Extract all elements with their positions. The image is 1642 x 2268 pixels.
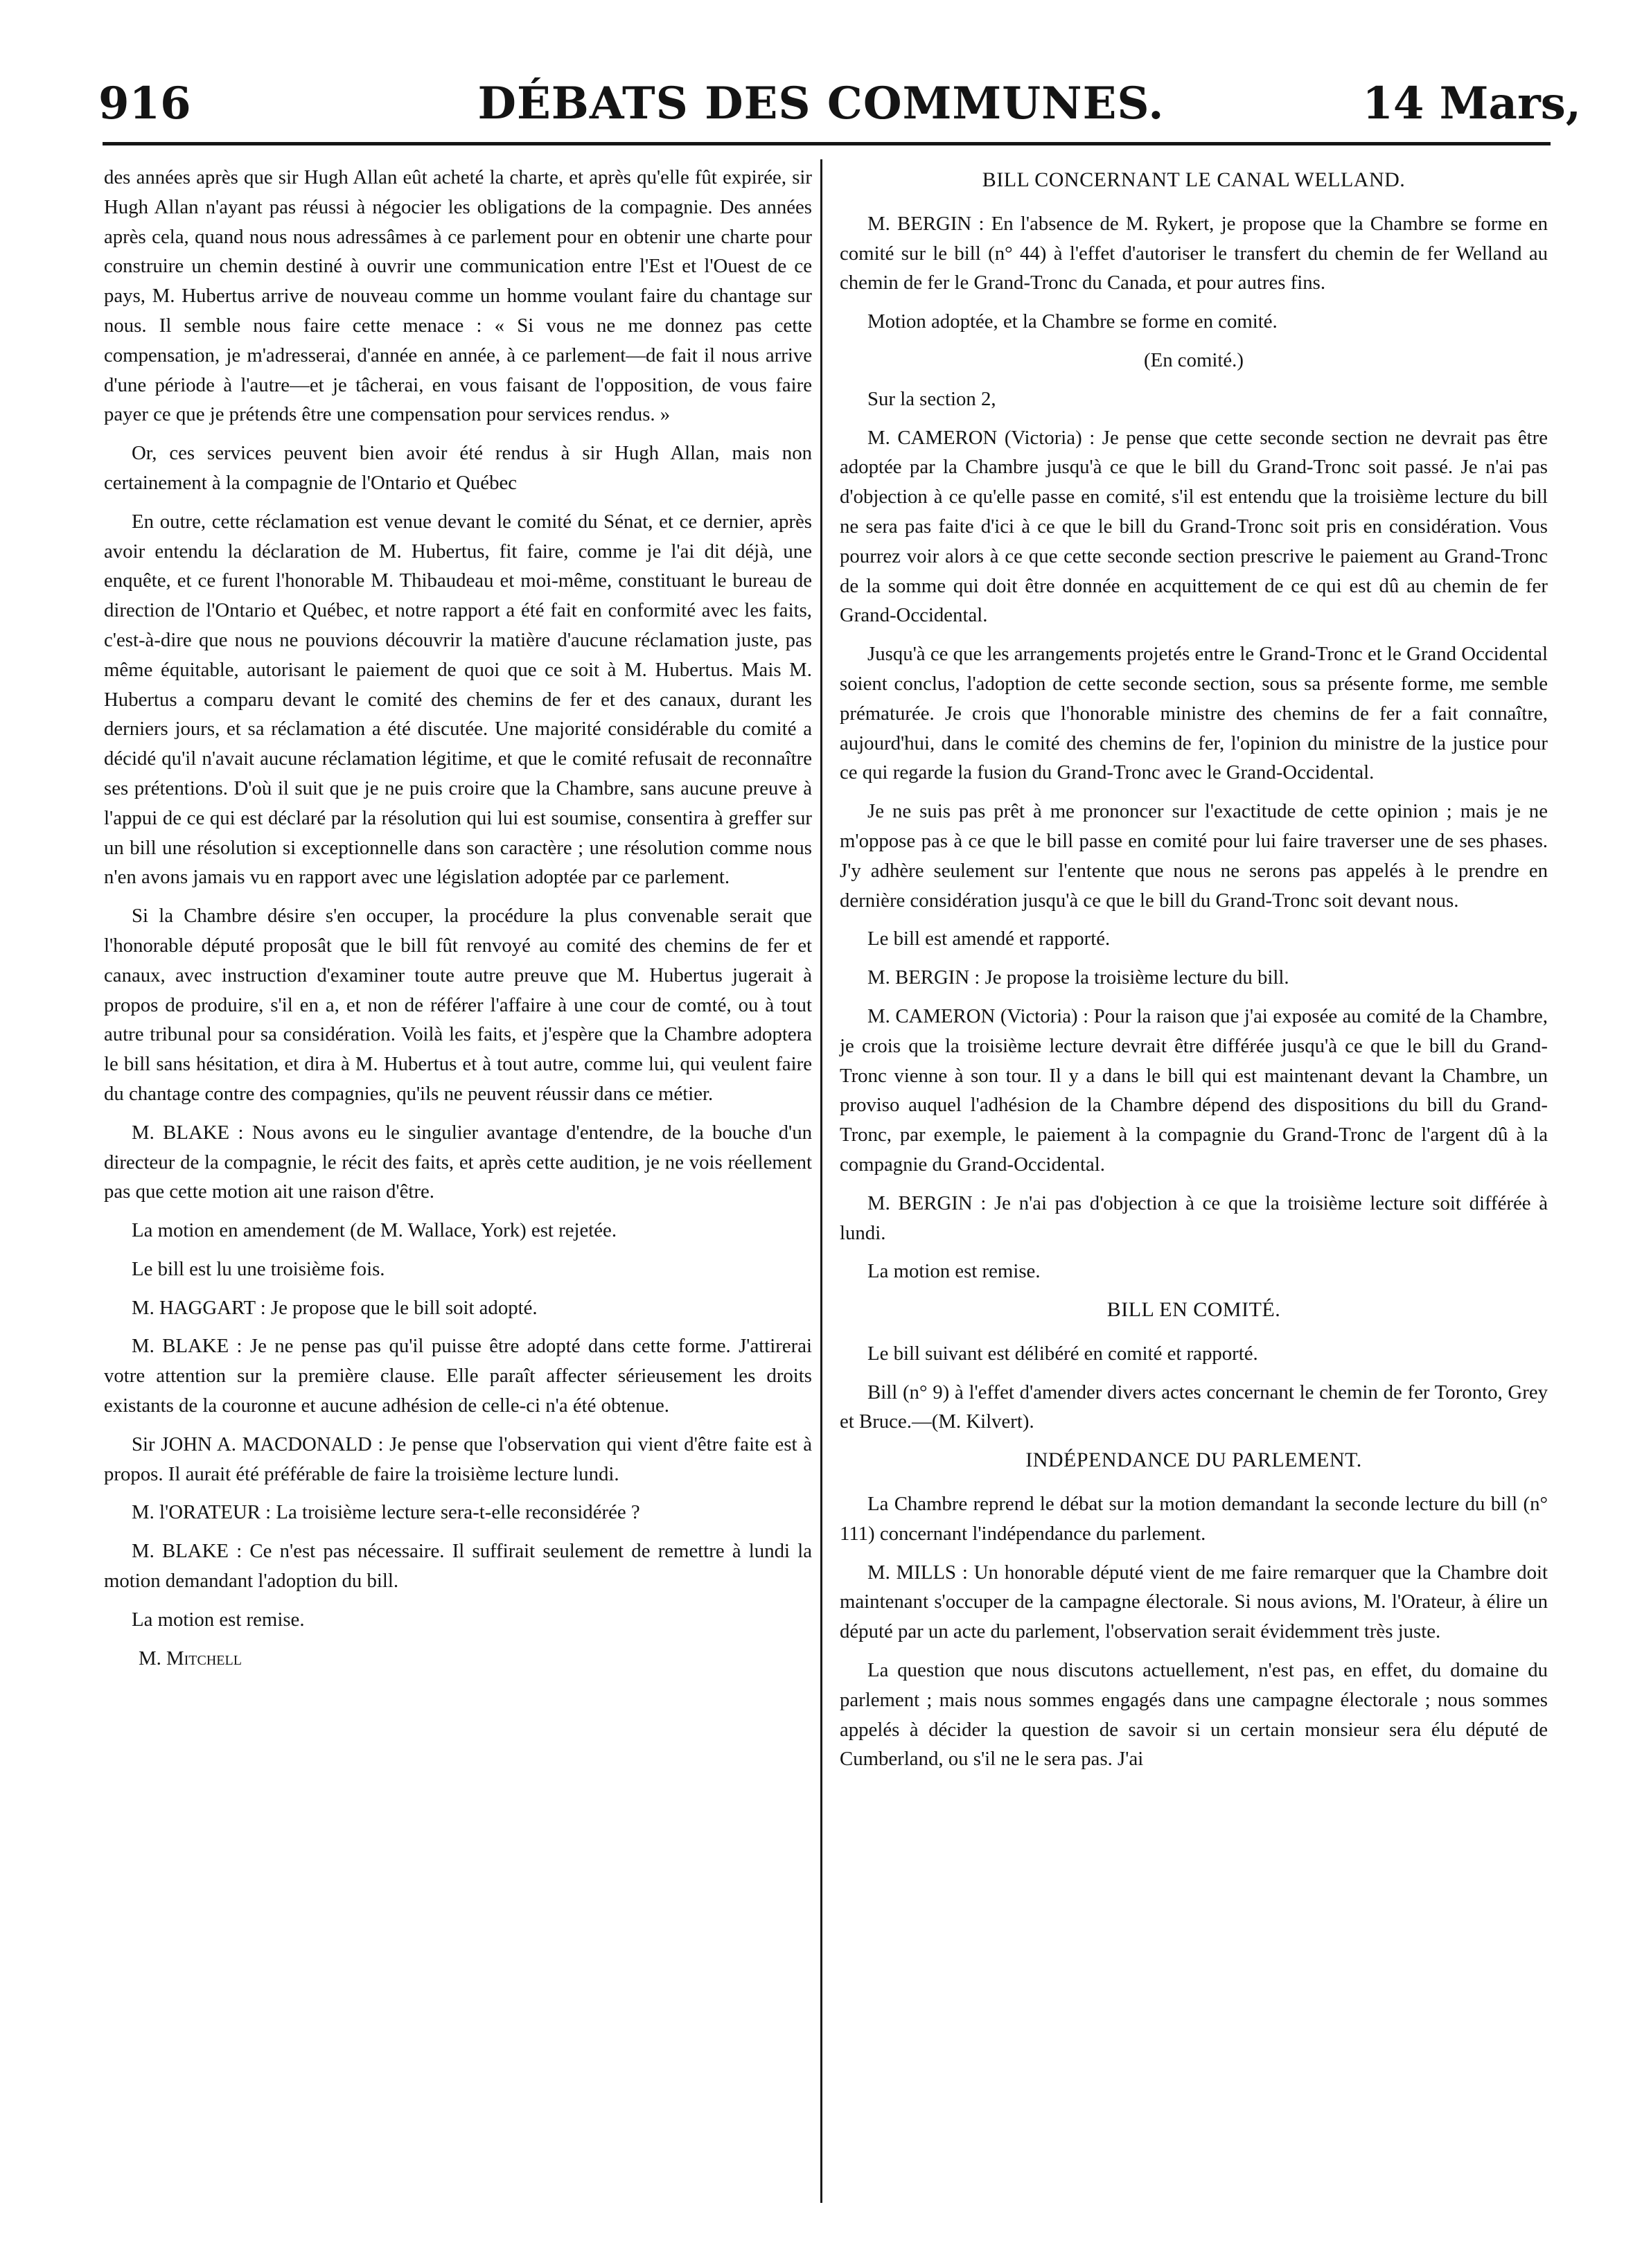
- paragraph: La Chambre reprend le débat sur la motion demandant la seconde lecture du bill (n° 111) concernant l'indépendance du parlement.: [840, 1493, 1548, 1545]
- paragraph: M. MILLS : Un honorable député vient de me faire remarquer que la Chambre doit maintenant s'occuper de la campagne électorale. Si nous avions, M. l'Orateur, à élire un député par un acte du parlement, l'observation serait évidemment très juste.: [840, 1561, 1548, 1643]
- section-heading-welland: BILL CONCERNANT LE CANAL WELLAND.: [982, 168, 1406, 191]
- paragraph: M. l'ORATEUR : La troisième lecture sera-t-elle reconsidérée ?: [132, 1501, 640, 1524]
- paragraph: Le bill est lu une troisième fois.: [132, 1257, 385, 1280]
- page-number: 916: [98, 78, 191, 130]
- paragraph: M. BLAKE : Ce n'est pas nécessaire. Il suffirait seulement de remettre à lundi la motion demandant l'adoption du bill.: [104, 1540, 812, 1593]
- paragraph: Motion adoptée, et la Chambre se forme en comité.: [867, 310, 1278, 333]
- paragraph: M. CAMERON (Victoria) : Pour la raison que j'ai exposée au comité de la Chambre, je crois que la troisième lecture devrait être différée jusqu'à ce que le bill du Grand-Tronc vienne à son tour. Il y a dans le bill qui est maintenant devant la Chambre, un proviso auquel l'adhésion de la Chambre dépend des dispositions du bill du Grand-Tronc, par exemple, le paiement à la compagnie du Grand-Tronc de l'argent dû à la compagnie du Grand-Occidental.: [840, 1004, 1548, 1176]
- right-column: [840, 163, 1548, 1783]
- section-heading-independance: INDÉPENDANCE DU PARLEMENT.: [1025, 1448, 1362, 1472]
- paragraph: La motion est remise.: [132, 1608, 305, 1631]
- section-heading-bill-en-comite: BILL EN COMITÉ.: [1106, 1298, 1281, 1322]
- signature-line: M. Mitchell: [139, 1647, 242, 1669]
- paragraph: M. BERGIN : Je n'ai pas d'objection à ce que la troisième lecture soit différée à lundi.: [840, 1191, 1548, 1244]
- header-date: 14 Mars,: [1362, 78, 1581, 130]
- paragraph: M. BLAKE : Je ne pense pas qu'il puisse être adopté dans cette forme. J'attirerai votre attention sur la première clause. Elle paraît affecter sérieusement les droits existants de la couronne et aucune adhésion de celle-ci n'a été obtenue.: [104, 1335, 812, 1417]
- paragraph: Le bill suivant est délibéré en comité et rapporté.: [867, 1342, 1258, 1365]
- paragraph: La motion est remise.: [867, 1260, 1041, 1283]
- paragraph: Bill (n° 9) à l'effet d'amender divers actes concernant le chemin de fer Toronto, Grey et Bruce.—(M. Kilvert).: [840, 1381, 1548, 1433]
- paragraph: M. BERGIN : Je propose la troisième lecture du bill.: [867, 966, 1289, 989]
- paragraph: Sir JOHN A. MACDONALD : Je pense que l'observation qui vient d'être faite est à propos. Il aurait été préférable de faire la troisième lecture lundi.: [104, 1433, 812, 1485]
- left-column: [104, 163, 812, 1682]
- running-title: DÉBATS DES COMMUNES.: [477, 78, 1165, 130]
- paragraph: La motion en amendement (de M. Wallace, York) est rejetée.: [132, 1219, 617, 1242]
- paragraph: des années après que sir Hugh Allan eût acheté la charte, et après qu'elle fût expirée, sir Hugh Allan n'ayant pas réussi à négocier les obligations de la compagnie. Des années après cela, quand nous nous adressâmes à ce parlement pour en obtenir une charte pour construire un chemin destiné à ouvrir une communication entre l'Est et l'Ouest de ce pays, M. Hubertus arrive de nouveau comme un homme voulant faire du chantage sur nous. Il semble nous faire cette menace : « Si vous ne me donnez pas cette compensation, je m'adresserai, d'année en année, à ce parlement—de fait il nous arrive d'une période à l'autre—et je tâcherai, en vous faisant de l'opposition, de vous faire payer ce que je prétends être une compensation pour services rendus. »: [104, 166, 812, 426]
- paragraph: M. BLAKE : Nous avons eu le singulier avantage d'entendre, de la bouche d'un directeur de la compagnie, le récit des faits, et après cette audition, je ne vois réellement pas que cette motion ait une raison d'être.: [104, 1121, 812, 1203]
- header-rule: [103, 142, 1551, 145]
- paragraph: Jusqu'à ce que les arrangements projetés entre le Grand-Tronc et le Grand Occidental soient conclus, l'adoption de cette seconde section, sous sa présente forme, me semble prématurée. Je crois que l'honorable ministre des chemins de fer a fait connaître, aujourd'hui, dans le comité des chemins de fer, l'opinion du ministre de la justice pour ce qui regarde la fusion du Grand-Tronc avec le Grand-Occidental.: [840, 643, 1548, 784]
- column-divider: [820, 159, 822, 2203]
- paragraph: M. BERGIN : En l'absence de M. Rykert, je propose que la Chambre se forme en comité sur le bill (n° 44) à l'effet d'autoriser le transfert du chemin de fer Welland au chemin de fer le Grand-Tronc du Canada, et pour autres fins.: [840, 212, 1548, 294]
- paragraph: Je ne suis pas prêt à me prononcer sur l'exactitude de cette opinion ; mais je ne m'oppose pas à ce que le bill passe en comité pour lui faire traverser une de ses phases. J'y adhère seulement sur l'entente que nous ne serons pas appelés à le prendre en dernière considération jusqu'à ce que le bill du Grand-Tronc soit devant nous.: [840, 800, 1548, 912]
- paragraph: Si la Chambre désire s'en occuper, la procédure la plus convenable serait que l'honorable député proposât que le bill fût renvoyé au comité des chemins de fer et canaux, avec instruction d'examiner toute autre preuve que M. Hubertus jugerait à propos de produire, s'il en a, et non de référer l'affaire à une cour de comté, ou à tout autre tribunal pour sa considération. Voilà les faits, et j'espère que la Chambre adoptera le bill sans hésitation, et dira à M. Hubertus et à tout autre, comme lui, qui veulent faire du chantage contre des compagnies, qu'ils ne peuvent réussir dans ce métier.: [104, 905, 812, 1105]
- paragraph: M. CAMERON (Victoria) : Je pense que cette seconde section ne devrait pas être adoptée par la Chambre jusqu'à ce que le bill du Grand-Tronc soit passé. Je n'ai pas d'objection à ce qu'elle passe en comité, s'il est entendu que la troisième lecture du bill ne sera pas faite d'ici à ce que le bill du Grand-Tronc soit pris en considération. Vous pourrez voir alors à ce que cette seconde section prescrive le paiement au Grand-Tronc de la somme qui doit être donnée en acquittement de ce qui est dû au chemin de fer Grand-Occidental.: [840, 426, 1548, 627]
- paragraph: (En comité.): [1144, 348, 1244, 371]
- paragraph: Sur la section 2,: [867, 387, 996, 410]
- paragraph: En outre, cette réclamation est venue devant le comité du Sénat, et ce dernier, après avoir entendu la déclaration de M. Hubertus, fit faire, comme je l'ai dit déjà, une enquête, et ce furent l'honorable M. Thibaudeau et moi-même, constituant le bureau de direction de l'Ontario et Québec, et notre rapport a été fait en conformité avec les faits, c'est-à-dire que nous ne pouvions découvrir la matière d'aucune réclamation juste, pas même équitable, autorisant le paiement de quoi que ce soit à M. Hubertus. Mais M. Hubertus a comparu devant le comité des chemins de fer et des canaux, durant les derniers jours, et sa réclamation a été discutée. Une majorité considérable du comité a décidé qu'il n'avait aucune réclamation légitime, et que le comité refusait de reconnaître ses prétentions. D'où il suit que je ne puis croire que la Chambre, sans aucune preuve à l'appui de ce qui est déclaré par la résolution qui lui est soumise, consentira à greffer sur un bill une résolution si exceptionnelle dans son caractère ; une résolution comme nous n'en avons jamais vu en rapport avec une législation adoptée par ce parlement.: [104, 510, 812, 889]
- paragraph: M. HAGGART : Je propose que le bill soit adopté.: [132, 1296, 538, 1319]
- paragraph: Or, ces services peuvent bien avoir été rendus à sir Hugh Allan, mais non certainement à la compagnie de l'Ontario et Québec: [104, 442, 812, 494]
- paragraph: La question que nous discutons actuellement, n'est pas, en effet, du domaine du parlement ; mais nous sommes engagés dans une campagne électorale ; nous sommes appelés à décider la question de savoir si un certain monsieur sera élu député de Cumberland, ou s'il ne le sera pas. J'ai: [840, 1659, 1548, 1771]
- paragraph: Le bill est amendé et rapporté.: [867, 928, 1111, 950]
